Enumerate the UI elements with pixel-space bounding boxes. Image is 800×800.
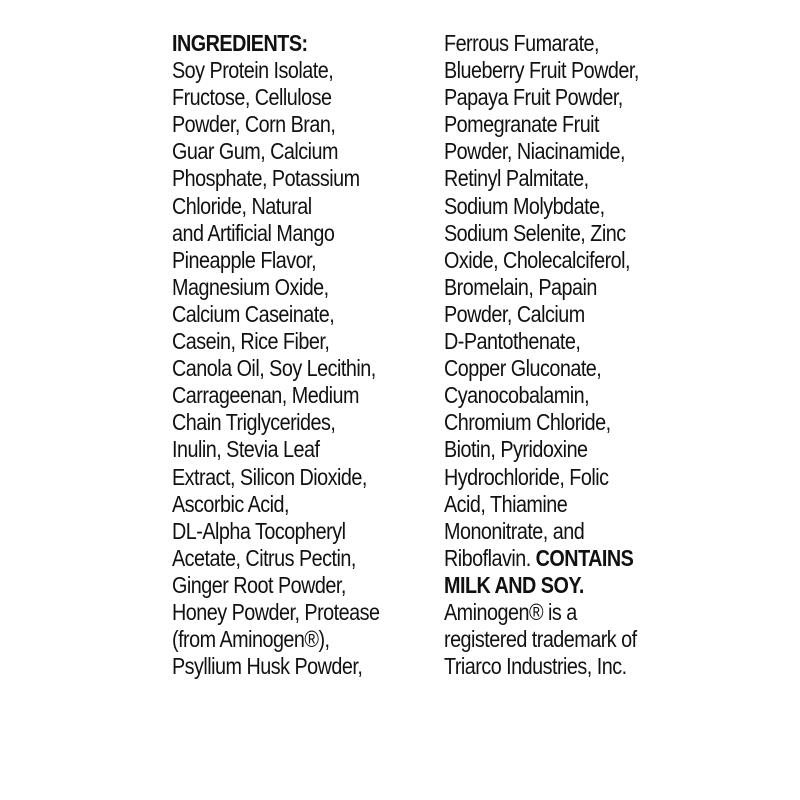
allergen-warning-part2: MILK AND SOY. bbox=[444, 571, 584, 598]
ingredient-line: Copper Gluconate, bbox=[444, 355, 602, 382]
ingredient-line: and Artificial Mango bbox=[172, 219, 335, 246]
ingredient-line: D-Pantothenate, bbox=[444, 328, 581, 355]
ingredient-line: Biotin, Pyridoxine bbox=[444, 436, 588, 463]
ingredient-line: Bromelain, Papain bbox=[444, 273, 597, 300]
ingredient-line: Powder, Niacinamide, bbox=[444, 138, 625, 165]
ingredient-line: Extract, Silicon Dioxide, bbox=[172, 463, 367, 490]
ingredient-line: Ginger Root Powder, bbox=[172, 571, 346, 598]
ingredient-line: Psyllium Husk Powder, bbox=[172, 653, 363, 680]
ingredient-line: Acetate, Citrus Pectin, bbox=[172, 544, 356, 571]
ingredient-line: Fructose, Cellulose bbox=[172, 84, 332, 111]
ingredient-line: Hydrochloride, Folic bbox=[444, 463, 609, 490]
ingredient-line: Inulin, Stevia Leaf bbox=[172, 436, 320, 463]
ingredient-line: Sodium Selenite, Zinc bbox=[444, 219, 626, 246]
ingredient-line: Soy Protein Isolate, bbox=[172, 57, 334, 84]
ingredient-line: Pomegranate Fruit bbox=[444, 111, 600, 138]
ingredient-line: Chloride, Natural bbox=[172, 192, 312, 219]
ingredient-line: Chain Triglycerides, bbox=[172, 409, 336, 436]
ingredient-line: Oxide, Cholecalciferol, bbox=[444, 246, 631, 273]
ingredients-heading: INGREDIENTS: bbox=[172, 30, 308, 56]
ingredient-line: Pineapple Flavor, bbox=[172, 246, 317, 273]
ingredient-line: Carrageenan, Medium bbox=[172, 382, 360, 409]
riboflavin-text: Riboflavin. bbox=[444, 544, 536, 571]
ingredient-line: Cyanocobalamin, bbox=[444, 382, 590, 409]
ingredient-line: Magnesium Oxide, bbox=[172, 273, 329, 300]
ingredient-line: Blueberry Fruit Powder, bbox=[444, 57, 639, 84]
trademark-line: Triarco Industries, Inc. bbox=[444, 653, 627, 680]
ingredient-line: Canola Oil, Soy Lecithin, bbox=[172, 355, 376, 382]
ingredient-line: Mononitrate, and bbox=[444, 517, 585, 544]
ingredient-line: Papaya Fruit Powder, bbox=[444, 84, 623, 111]
ingredient-line: Powder, Calcium bbox=[444, 300, 585, 327]
ingredient-line: Phosphate, Potassium bbox=[172, 165, 360, 192]
ingredient-line: Casein, Rice Fiber, bbox=[172, 328, 330, 355]
ingredient-line: Guar Gum, Calcium bbox=[172, 138, 338, 165]
ingredient-line: Acid, Thiamine bbox=[444, 490, 568, 517]
ingredient-line: DL-Alpha Tocopheryl bbox=[172, 517, 346, 544]
ingredients-right-column bbox=[444, 30, 639, 680]
ingredient-line: (from Aminogen®), bbox=[172, 626, 330, 653]
ingredient-line: Ascorbic Acid, bbox=[172, 490, 290, 517]
trademark-line: registered trademark of bbox=[444, 626, 637, 653]
ingredient-line: Sodium Molybdate, bbox=[444, 192, 605, 219]
ingredient-line: Honey Powder, Protease bbox=[172, 598, 380, 625]
allergen-warning-part1: CONTAINS bbox=[535, 544, 634, 571]
ingredient-line: Retinyl Palmitate, bbox=[444, 165, 589, 192]
ingredient-line: Powder, Corn Bran, bbox=[172, 111, 336, 138]
trademark-line: Aminogen® is a bbox=[444, 598, 577, 625]
ingredient-line: Chromium Chloride, bbox=[444, 409, 611, 436]
riboflavin-contains-line bbox=[444, 545, 639, 572]
ingredients-left-column bbox=[172, 30, 379, 680]
ingredient-line: Calcium Caseinate, bbox=[172, 300, 335, 327]
ingredient-line: Ferrous Fumarate, bbox=[444, 30, 600, 56]
